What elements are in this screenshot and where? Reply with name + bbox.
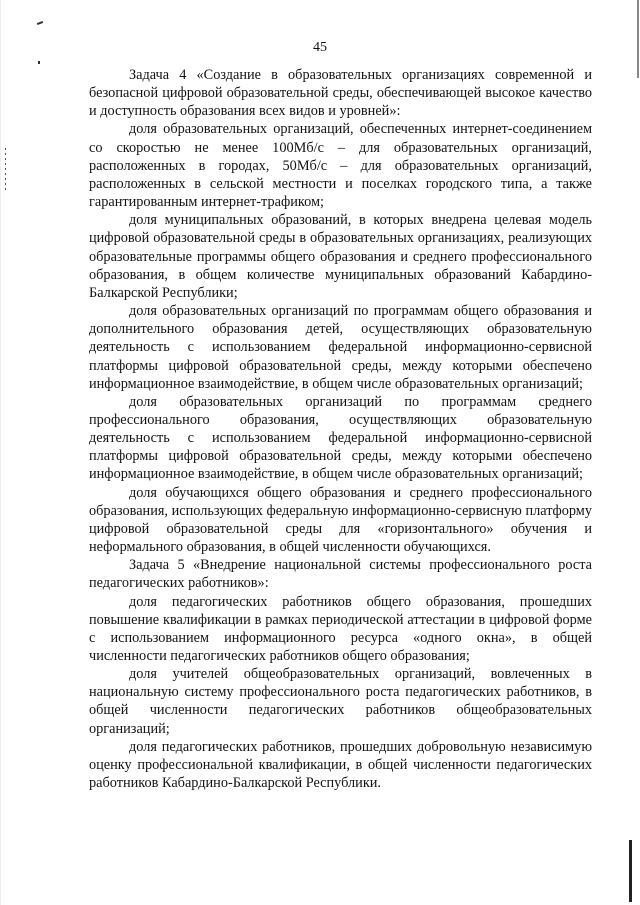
paragraph-indicator: доля учителей общеобразовательных организаций, вовлеченных в национальную систему профессионального роста педагогических работников, в общей численности педагогических работников общеобразовательных организаций;	[89, 666, 592, 737]
paragraph-indicator: доля муниципальных образований, в которых внедрена целевая модель цифровой образовательной среды в образовательных организациях, реализующих образовательные программы общего образования и среднего профессионального образования, в общем количестве муниципальных образований Кабардино-Балкарской Республики;	[89, 212, 592, 301]
page-number: 45	[313, 40, 327, 55]
document-body	[89, 66, 592, 792]
scan-edge-line-top	[637, 0, 639, 78]
paragraph-task-5-heading: Задача 5 «Внедрение национальной системы профессионального роста педагогических работников»:	[89, 557, 592, 592]
scan-artifact-margin-dash	[5, 148, 6, 190]
paragraph-indicator: доля педагогических работников, прошедших добровольную независимую оценку профессиональной квалификации, в общей численности педагогических работников Кабардино-Балкарской Республики.	[89, 738, 592, 792]
paragraph-indicator: доля образовательных организаций по программам среднего профессионального образования, осуществляющих образовательную деятельность с использованием федеральной информационно-сервисной платформы цифровой образовательной среды, между которыми обеспечено информационное взаимодействие, в общем числе образовательных организаций;	[89, 393, 592, 483]
paragraph-indicator: доля педагогических работников общего образования, прошедших повышение квалификации в рамках периодической аттестации в цифровой форме с использованием информационного ресурса «одного окна», в общей численности педагогических работников общего образования;	[89, 593, 592, 664]
scan-edge-line-bottom	[629, 840, 632, 902]
paragraph-indicator: доля обучающихся общего образования и среднего профессионального образования, использующих федеральную информационно-сервисную платформу цифровой образовательной среды для «горизонтального» обучения и неформального образования, в общей численности обучающихся.	[89, 484, 592, 556]
scan-edge-shadow	[0, 0, 1, 905]
paragraph-task-4-heading: Задача 4 «Создание в образовательных организациях современной и безопасной цифровой образовательной среды, обеспечивающей высокое качество и доступность образования всех видов и уровней»:	[89, 67, 592, 120]
paragraph-indicator: доля образовательных организаций, обеспеченных интернет-соединением со скоростью не менее 100Мб/с – для образовательных организаций, расположенных в городах, 50Мб/с – для образовательных организаций, расположенных в сельской местности и поселках городского типа, а также гарантированным интернет-трафиком;	[89, 121, 592, 211]
scan-artifact-dot	[38, 61, 40, 64]
paragraph-indicator: доля образовательных организаций по программам общего образования и дополнительного образования детей, осуществляющих образовательную деятельность с использованием федеральной информационно-сервисной платформы цифровой образовательной среды, между которыми обеспечено информационное взаимодействие, в общем числе образовательных организаций;	[89, 303, 592, 392]
scan-artifact-mark	[37, 21, 43, 25]
